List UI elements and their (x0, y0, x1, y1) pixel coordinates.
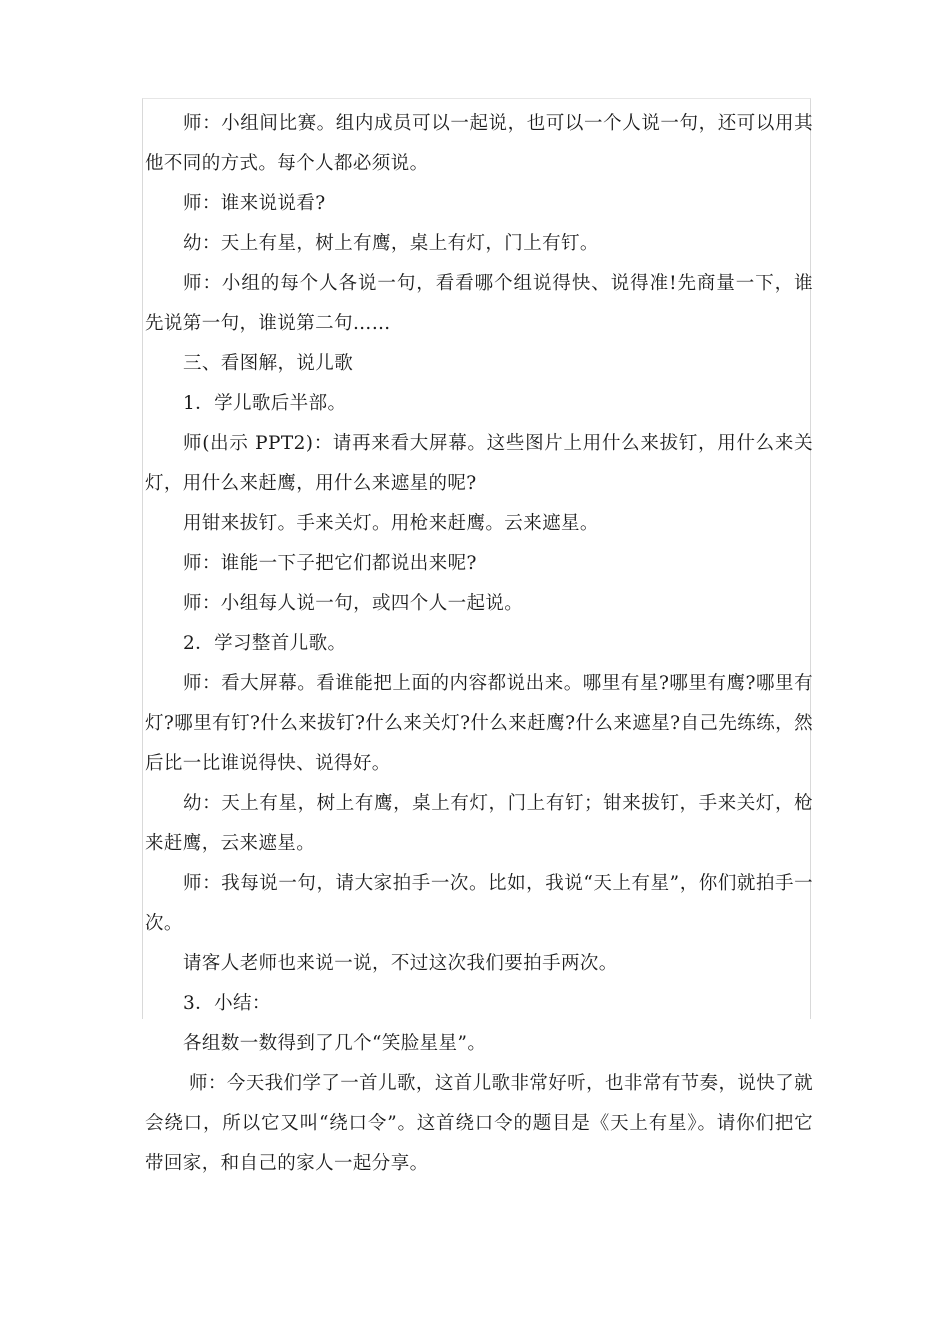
paragraph-teacher-clap-once: 师：我每说一句，请大家拍手一次。比如，我说“天上有星”，你们就拍手一次。 (145, 873, 813, 934)
paragraph-teacher-who-says: 师：谁来说说看? (183, 193, 326, 214)
paragraph-teacher-group-contest: 师：小组间比赛。组内成员可以一起说，也可以一个人说一句，还可以用其他不同的方式。每个人都必须说。 (145, 113, 813, 174)
step-heading-second-half: 1．学儿歌后半部。 (183, 393, 347, 414)
paragraph-teacher-say-all: 师：谁能一下子把它们都说出来呢? (183, 553, 477, 574)
document-body (145, 104, 813, 1184)
step-heading-whole-rhyme: 2．学习整首儿歌。 (183, 633, 347, 654)
paragraph-child-full-rhyme: 幼：天上有星，树上有鹰，桌上有灯，门上有钉；钳来拔钉，手来关灯，枪来赶鹰，云来遮星。 (145, 793, 813, 854)
paragraph-guest-teacher-clap-twice: 请客人老师也来说一说，不过这次我们要拍手两次。 (183, 953, 618, 974)
paragraph-answer-tools: 用钳来拔钉。手来关灯。用枪来赶鹰。云来遮星。 (183, 513, 599, 534)
step-heading-summary: 3．小结： (183, 993, 271, 1014)
paragraph-count-smiley-stars: 各组数一数得到了几个“笑脸星星”。 (183, 1033, 487, 1054)
paragraph-teacher-group-say: 师：小组每人说一句，或四个人一起说。 (183, 593, 524, 614)
paragraph-teacher-each-member: 师：小组的每个人各说一句，看看哪个组说得快、说得准!先商量一下，谁先说第一句，谁说第二句…… (145, 273, 813, 334)
section-heading-picture-rhyme: 三、看图解，说儿歌 (183, 353, 354, 374)
paragraph-teacher-conclusion: 师：今天我们学了一首儿歌，这首儿歌非常好听，也非常有节奏，说快了就会绕口，所以它又叫“绕口令”。这首绕口令的题目是《天上有星》。请你们把它带回家，和自己的家人一起分享。 (145, 1073, 813, 1174)
paragraph-teacher-ppt2: 师(出示 PPT2)：请再来看大屏幕。这些图片上用什么来拔钉，用什么来关灯，用什么来赶鹰，用什么来遮星的呢? (145, 433, 813, 494)
paragraph-teacher-big-screen: 师：看大屏幕。看谁能把上面的内容都说出来。哪里有星?哪里有鹰?哪里有灯?哪里有钉?什么来拔钉?什么来关灯?什么来赶鹰?什么来遮星?自己先练练，然后比一比谁说得快、说得好。 (145, 673, 813, 774)
paragraph-child-rhyme-first-half: 幼：天上有星，树上有鹰，桌上有灯，门上有钉。 (183, 233, 599, 254)
